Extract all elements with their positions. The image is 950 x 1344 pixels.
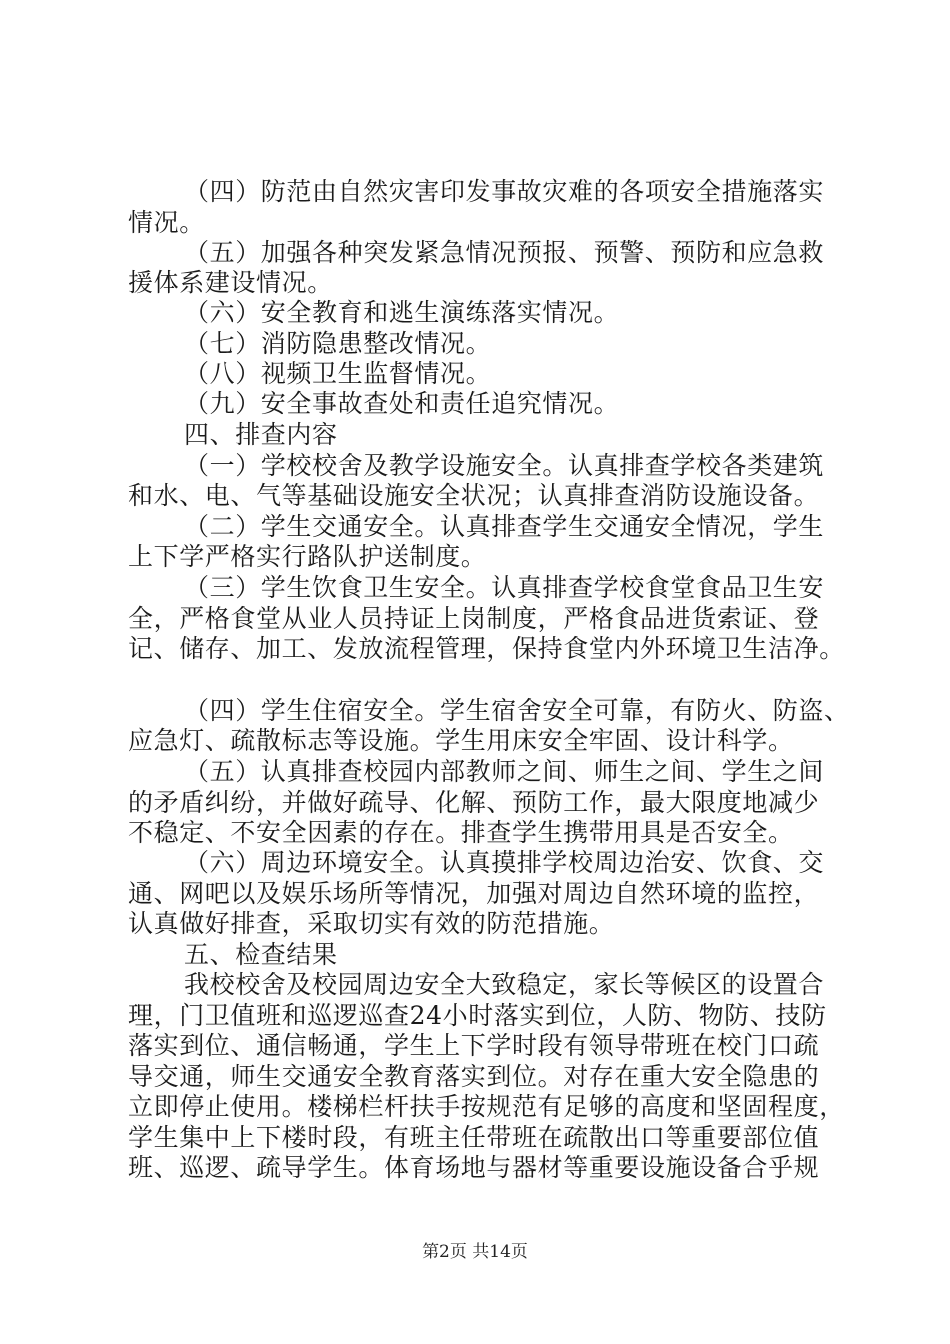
text-line: （四）防范由自然灾害印发事故灾难的各项安全措施落实 (184, 177, 825, 206)
text-line: （二）学生交通安全。认真排查学生交通安全情况，学生 (184, 512, 825, 541)
text-line: 班、巡逻、疏导学生。体育场地与器材等重要设施设备合乎规 (128, 1153, 820, 1182)
text-line: （六）周边环境安全。认真摸排学校周边治安、饮食、交 (184, 848, 825, 877)
text-line: （五）认真排查校园内部教师之间、师生之间、学生之间 (184, 757, 825, 786)
text-line: （九）安全事故查处和责任追究情况。 (184, 389, 620, 418)
text-line: 情况。 (128, 208, 205, 237)
section-heading: 四、排查内容 (184, 420, 338, 449)
text-line: 的矛盾纠纷，并做好疏导、化解、预防工作，最大限度地减少 (128, 788, 820, 817)
text-line: （六）安全教育和逃生演练落实情况。 (184, 298, 620, 327)
text-line: 立即停止使用。楼梯栏杆扶手按规范有足够的高度和坚固程度， (128, 1092, 845, 1121)
text-line: （三）学生饮食卫生安全。认真排查学校食堂食品卫生安 (184, 573, 825, 602)
text-line: 和水、电、气等基础设施安全状况；认真排查消防设施设备。 (128, 481, 820, 510)
text-line: （五）加强各种突发紧急情况预报、预警、预防和应急救 (184, 238, 825, 267)
text-line: 不稳定、不安全因素的存在。排查学生携带用具是否安全。 (128, 818, 794, 847)
text-line: （一）学校校舍及教学设施安全。认真排查学校各类建筑 (184, 451, 825, 480)
text-line: 理，门卫值班和巡逻巡查24小时落实到位，人防、物防、技防 (128, 1001, 827, 1030)
text-line: 应急灯、疏散标志等设施。学生用床安全牢固、设计科学。 (128, 726, 794, 755)
section-heading: 五、检查结果 (184, 940, 338, 969)
text-line: 援体系建设情况。 (128, 268, 333, 297)
text-line: 上下学严格实行路队护送制度。 (128, 542, 487, 571)
text-line: 我校校舍及校园周边安全大致稳定，家长等候区的设置合 (184, 970, 825, 999)
text-line: 通、网吧以及娱乐场所等情况，加强对周边自然环境的监控， (128, 879, 820, 908)
text-line: 记、储存、加工、发放流程管理，保持食堂内外环境卫生洁净。 (128, 634, 845, 663)
page-number-footer: 第2页 共14页 (422, 1242, 528, 1262)
text-line: （七）消防隐患整改情况。 (184, 329, 492, 358)
text-line: 全，严格食堂从业人员持证上岗制度，严格食品进货索证、登 (128, 604, 820, 633)
text-line: 导交通，师生交通安全教育落实到位。对存在重大安全隐患的 (128, 1062, 820, 1091)
text-line: 学生集中上下楼时段，有班主任带班在疏散出口等重要部位值 (128, 1123, 820, 1152)
text-line: （四）学生住宿安全。学生宿舍安全可靠，有防火、防盗、 (184, 696, 850, 725)
text-line: （八）视频卫生监督情况。 (184, 359, 492, 388)
text-line: 认真做好排查，采取切实有效的防范措施。 (128, 909, 615, 938)
text-line: 落实到位、通信畅通，学生上下学时段有领导带班在校门口疏 (128, 1031, 820, 1060)
